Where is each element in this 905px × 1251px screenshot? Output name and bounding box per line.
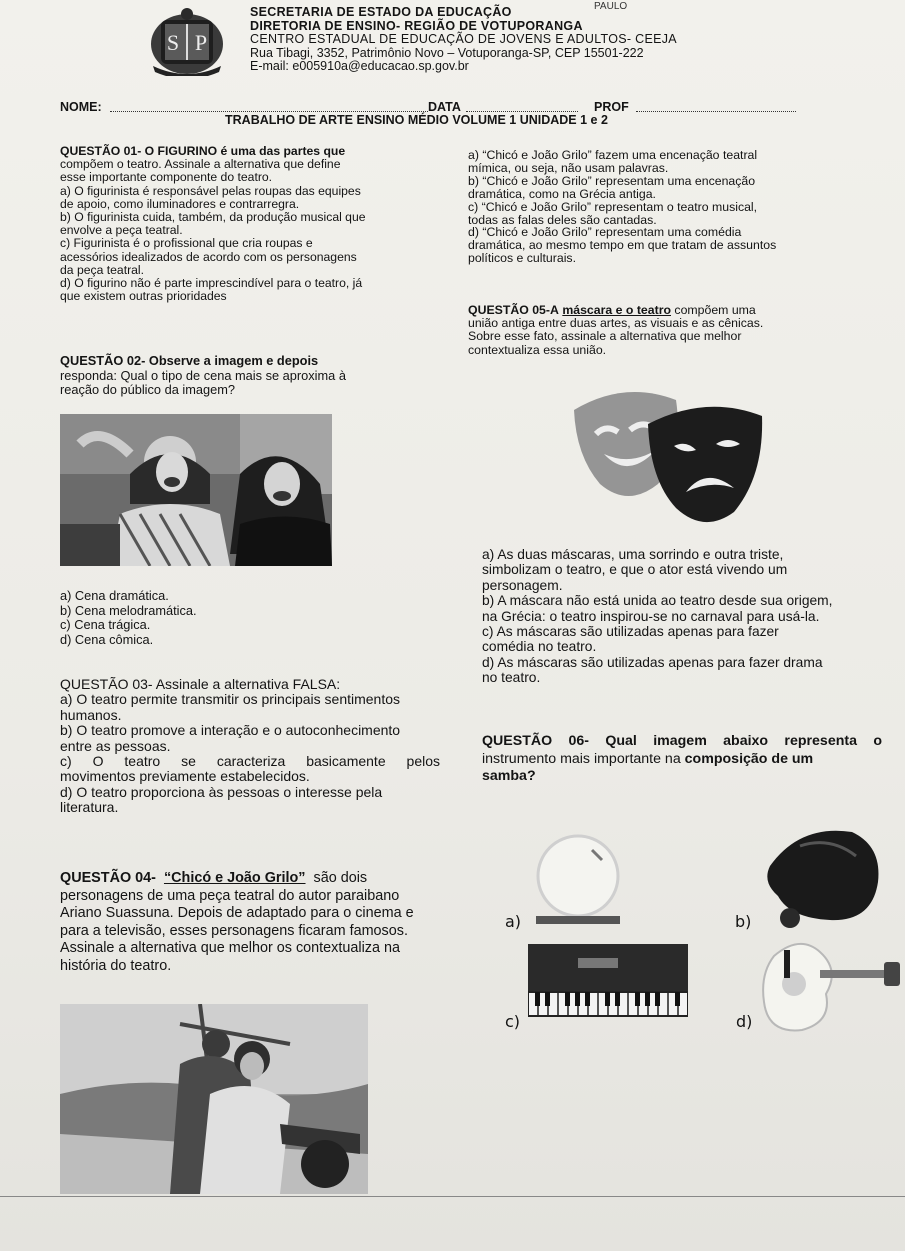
q6-line-2a: instrumento mais importante na <box>482 750 685 767</box>
q1-option-d-cont: que existem outras prioridades <box>60 289 227 304</box>
data-blank[interactable] <box>466 111 578 112</box>
q4-option-a-cont: mímica, ou seja, não usam palavras. <box>468 160 669 175</box>
q4-line-6: história do teatro. <box>60 957 172 974</box>
nome-label: NOME: <box>60 100 102 114</box>
q3-option-b[interactable]: b) O teatro promove a interação e o autoconhecimento <box>60 722 401 739</box>
header-line-3: CENTRO ESTADUAL DE EDUCAÇÃO DE JOVENS E ADULTOS- CEEJA <box>250 32 677 46</box>
q5-option-d[interactable]: d) As máscaras são utilizadas apenas para fazer drama <box>482 654 823 670</box>
q4-option-c[interactable]: c) “Chicó e João Grilo” representam o teatro musical, <box>468 199 758 214</box>
keyboard-icon[interactable] <box>528 944 688 1024</box>
q6-line-2b: composição de um <box>684 750 814 767</box>
q6-label-d[interactable]: d) <box>736 1012 753 1031</box>
q4-line-3: Ariano Suassuna. Depois de adaptado para o cinema e <box>60 905 414 921</box>
header-line-2: DIRETORIA DE ENSINO- REGIÃO DE VOTUPORANGA <box>250 18 583 33</box>
q2-option-b[interactable]: b) Cena melodramática. <box>60 602 197 618</box>
header-line-4: Rua Tibagi, 3352, Patrimônio Novo – Votuporanga-SP, CEP 15501-222 <box>250 45 644 60</box>
q4-line-5: Assinale a alternativa que melhor os contextualiza na <box>60 940 400 956</box>
prof-blank[interactable] <box>636 111 796 112</box>
q3-option-a-cont: humanos. <box>60 706 122 723</box>
q2-option-a[interactable]: a) Cena dramática. <box>60 588 169 603</box>
data-label: DATA <box>428 100 461 114</box>
question-6 <box>482 733 882 786</box>
q4-option-a[interactable]: a) “Chicó e João Grilo” fazem uma encenação teatral <box>468 148 758 162</box>
q5-option-c[interactable]: c) As máscaras são utilizadas apenas para fazer <box>482 624 779 640</box>
header-line-1: SECRETARIA DE ESTADO DA EDUCAÇÃO <box>250 5 512 19</box>
q3-option-c[interactable]: c) O teatro se caracteriza basicamente pelos <box>60 753 440 770</box>
sp-state-emblem <box>147 6 227 76</box>
q4-line-4: para a televisão, esses personagens ficaram famosos. <box>60 922 408 939</box>
q2-title: QUESTÃO 02- Observe a imagem e depois <box>60 353 319 368</box>
q1-option-b[interactable]: b) O figurinista cuida, também, da produção musical que <box>60 210 366 225</box>
nome-blank[interactable] <box>110 111 428 112</box>
q6-label-a[interactable]: a) <box>505 912 522 931</box>
q4-line-1-rest: são dois <box>313 870 368 886</box>
q2-options <box>60 589 360 647</box>
header-corner-text: PAULO <box>594 1 628 12</box>
q3-title: QUESTÃO 03- Assinale a alternativa FALSA: <box>60 676 341 692</box>
svg-text:S: S <box>166 30 180 55</box>
q5-option-a[interactable]: a) As duas máscaras, uma sorrindo e outra triste, <box>482 547 784 562</box>
q4-options <box>468 149 836 265</box>
prof-label: PROF <box>594 100 629 114</box>
q2-option-d[interactable]: d) Cena cômica. <box>60 631 154 647</box>
q1-line-1: compõem o teatro. Assinale a alternativa que define <box>60 157 341 172</box>
tambourine-icon[interactable] <box>532 832 624 928</box>
q4-option-d-cont: dramática, ao mesmo tempo em que tratam de assuntos <box>468 238 777 253</box>
q4-title: QUESTÃO 04- <box>60 870 156 886</box>
q5-option-b-cont: na Grécia: o teatro inspirou-se no carnaval para usá-la. <box>482 608 820 624</box>
q1-line-2: esse importante componente do teatro. <box>60 170 273 185</box>
theatre-masks-icon <box>566 384 764 532</box>
question-2 <box>60 354 444 398</box>
q6-label-b[interactable]: b) <box>735 912 752 931</box>
q5-option-c-cont: comédia no teatro. <box>482 639 597 655</box>
q5-line-3: Sobre esse fato, assinale a alternativa que melhor <box>468 329 742 344</box>
q5-title: QUESTÃO 05-A <box>468 303 559 317</box>
q5-underlined: máscara e o teatro <box>562 303 671 317</box>
page-bottom-edge <box>0 1196 905 1197</box>
q3-option-a[interactable]: a) O teatro permite transmitir os principais sentimentos <box>60 691 401 708</box>
q2-line-2: responda: Qual o tipo de cena mais se aproxima à <box>60 367 346 383</box>
q6-line-3: samba? <box>482 768 536 784</box>
film-still-photo <box>60 1004 368 1194</box>
q2-line-3: reação do público da imagem? <box>60 382 236 397</box>
guitar-icon[interactable] <box>760 930 902 1038</box>
q4-line-2: personagens de uma peça teatral do autor paraibano <box>60 887 400 904</box>
q5-line-4: contextualiza essa união. <box>468 342 607 357</box>
q5-option-d-cont: no teatro. <box>482 670 541 686</box>
q1-line-0: QUESTÃO 01- O FIGURINO é uma das partes que <box>60 144 346 158</box>
q1-option-b-cont: envolve a peça teatral. <box>60 223 183 238</box>
q1-option-a-cont: de apoio, como iluminadores e contrarregra. <box>60 196 300 211</box>
q4-option-d[interactable]: d) “Chicó e João Grilo” representam uma comédia <box>468 225 742 240</box>
q1-option-d[interactable]: d) O figurino não é parte imprescindível para o teatro, já <box>60 276 363 291</box>
question-5 <box>468 304 838 357</box>
q3-option-b-cont: entre as pessoas. <box>60 737 171 754</box>
header-email: E-mail: e005910a@educacao.sp.gov.br <box>250 59 469 73</box>
svg-text:P: P <box>194 30 208 55</box>
q4-option-d-cont2: políticos e culturais. <box>468 251 576 266</box>
q1-option-a[interactable]: a) O figurinista é responsável pelas roupas das equipes <box>60 183 361 198</box>
q5-options <box>482 547 880 686</box>
q3-option-d-cont: literatura. <box>60 799 119 816</box>
q4-names: “Chicó e João Grilo” <box>163 870 306 886</box>
q5-line-1-rest: compõem uma <box>674 303 756 317</box>
q1-option-c[interactable]: c) Figurinista é o profissional que cria roupas e <box>60 236 313 251</box>
violin-icon[interactable] <box>760 826 882 936</box>
q5-option-a-cont: simbolizam o teatro, e que o ator está vivendo um <box>482 562 788 578</box>
q4-option-b-cont: dramática, como na Grécia antiga. <box>468 186 656 201</box>
q1-option-c-cont: acessórios idealizados de acordo com os personagens <box>60 249 357 264</box>
q6-line-1: QUESTÃO 06- Qual imagem abaixo representa o <box>482 733 882 749</box>
q5-option-b[interactable]: b) A máscara não está unida ao teatro desde sua origem, <box>482 593 833 609</box>
q6-label-c[interactable]: c) <box>505 1012 521 1031</box>
question-1 <box>60 145 444 303</box>
q2-option-c[interactable]: c) Cena trágica. <box>60 617 151 632</box>
q1-option-c-cont2: da peça teatral. <box>60 262 145 277</box>
question-4 <box>60 870 444 975</box>
q3-option-d[interactable]: d) O teatro proporciona às pessoas o interesse pela <box>60 783 383 800</box>
worksheet-title: TRABALHO DE ARTE ENSINO MÉDIO VOLUME 1 UNIDADE 1 e 2 <box>225 113 608 127</box>
q5-line-2: união antiga entre duas artes, as visuais e as cênicas. <box>468 316 764 331</box>
q4-option-b[interactable]: b) “Chicó e João Grilo” representam uma encenação <box>468 173 756 188</box>
laughing-audience-photo <box>60 414 332 566</box>
question-3 <box>60 677 440 816</box>
q5-option-a-cont2: personagem. <box>482 577 563 593</box>
q4-option-c-cont: todas as falas deles são cantadas. <box>468 212 657 227</box>
q3-option-c-cont: movimentos previamente estabelecidos. <box>60 768 310 785</box>
